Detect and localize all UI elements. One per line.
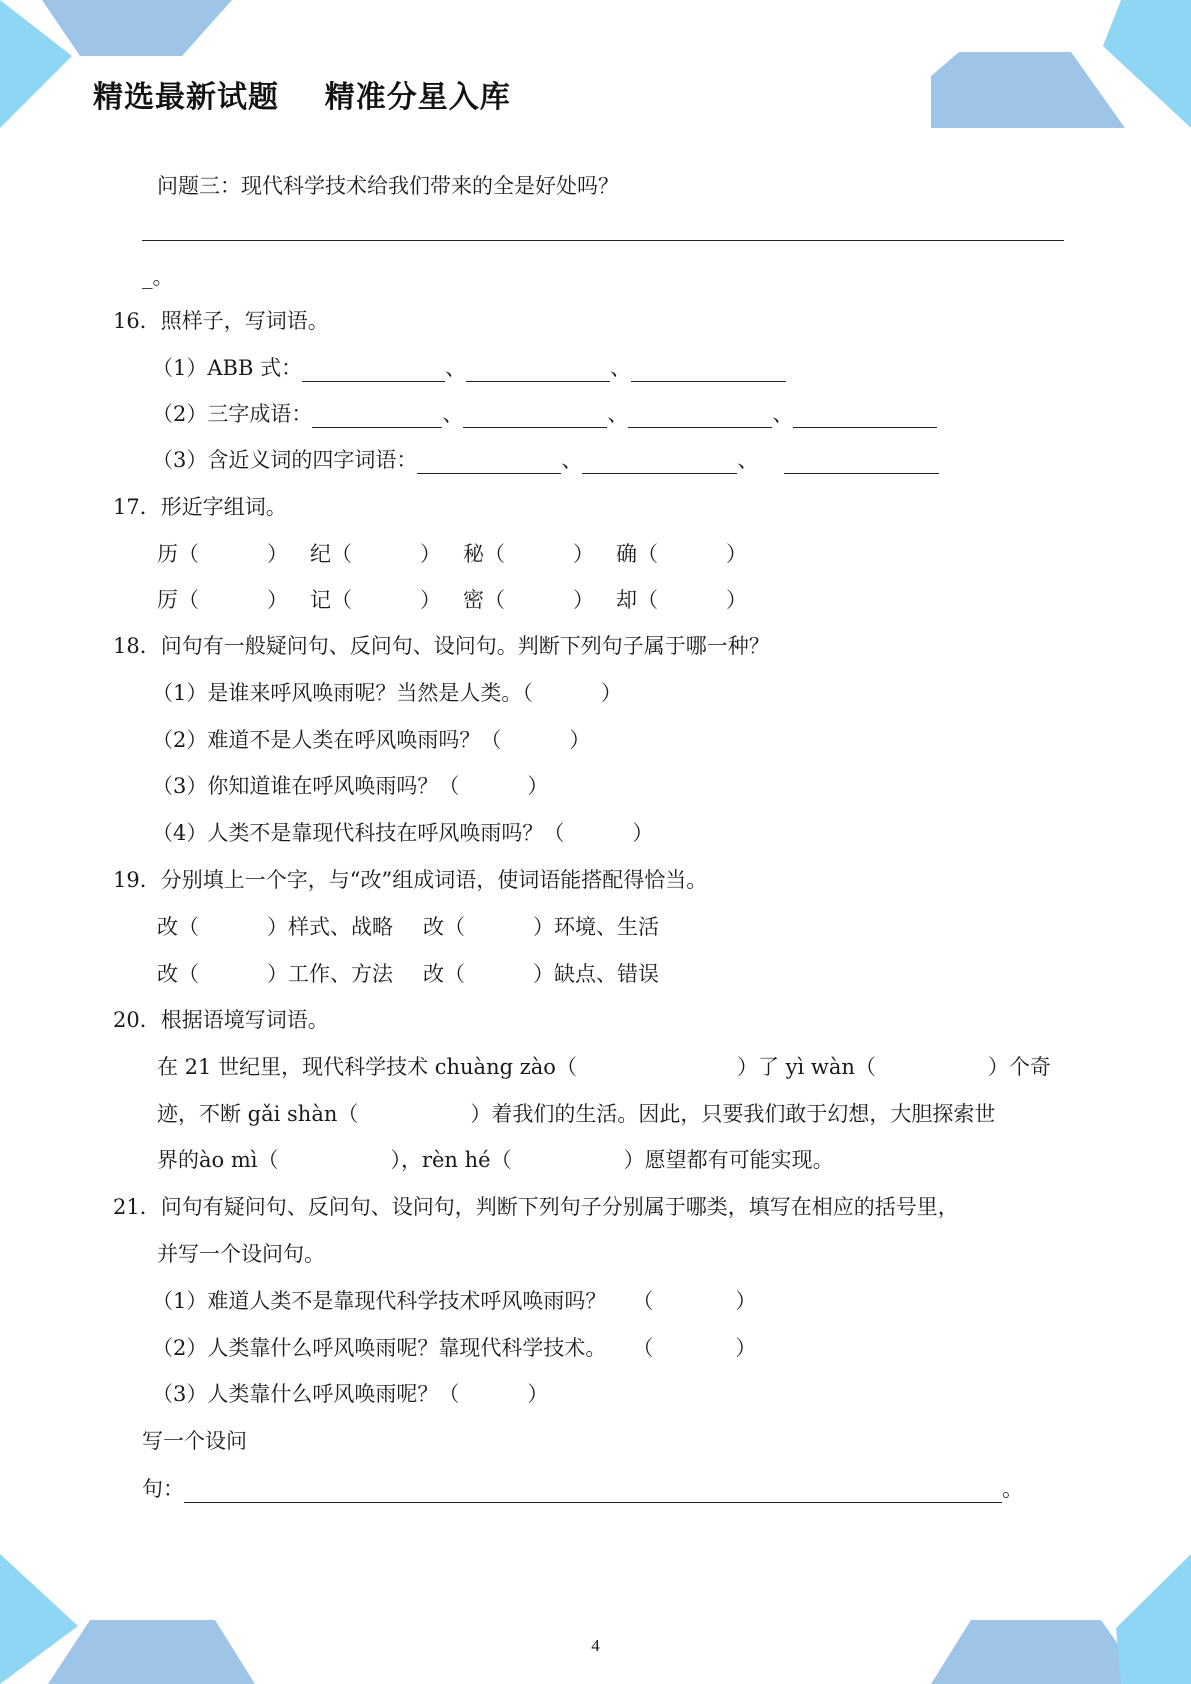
collocation-text: ）工作、方法 [267, 962, 393, 986]
bracket-close: ） [569, 728, 591, 752]
bottom-left-decoration [0, 1544, 260, 1684]
passage-text: 迹，不断 gǎi shàn（ [157, 1102, 359, 1126]
passage-text: ）个奇 [987, 1055, 1051, 1079]
bracket-close: ） [267, 542, 288, 566]
q19-row1 [157, 913, 659, 941]
bottom-right-decoration [931, 1544, 1191, 1684]
q17-title: 17．形近字组词。 [113, 495, 287, 519]
q18-s4 [152, 819, 653, 847]
answer-blank[interactable] [463, 405, 607, 428]
q16-part2 [152, 400, 937, 428]
answer-blank[interactable] [784, 451, 939, 474]
q18-s3 [152, 772, 548, 800]
char-word-item: 纪（ [310, 542, 352, 566]
separator: 、 [610, 356, 632, 380]
char-word-item: 密（ [463, 588, 505, 612]
q18-title: 18．问句有一般疑问句、反问句、设问句。判断下列句子属于哪一种？ [113, 634, 770, 658]
bracket-close: ） [573, 588, 594, 612]
gai-prefix: 改（ [157, 915, 199, 939]
sentence-text: （1）是谁来呼风唤雨呢？当然是人类。（ [152, 681, 533, 705]
bracket-close: ） [267, 588, 288, 612]
char-word-item: 历（ [157, 542, 199, 566]
separator: 、 [607, 402, 629, 426]
q18-s2 [152, 726, 590, 754]
q16-part1 [152, 354, 786, 382]
gai-prefix: 改（ [423, 962, 465, 986]
write-label: 句： [142, 1477, 184, 1501]
bracket-close: ） [735, 1289, 757, 1313]
q17-row1 [157, 540, 747, 568]
passage-text: ）了 yì wàn（ [736, 1055, 876, 1079]
separator: 、 [561, 448, 583, 472]
q20-line2 [157, 1100, 995, 1128]
sentence-text: （2）难道不是人类在呼风唤雨吗？（ [152, 728, 502, 752]
q15-end: _。 [142, 265, 174, 289]
sentence-text: （1）难道人类不是靠现代科学技术呼风唤雨吗？ [152, 1289, 607, 1313]
passage-text: 界的ào mì（ [157, 1148, 279, 1172]
sentence-text: （3）你知道谁在呼风唤雨吗？（ [152, 774, 460, 798]
q16-part3 [152, 446, 939, 474]
answer-blank[interactable] [417, 451, 561, 474]
q16-part3-label: （3）含近义词的四字词语： [152, 448, 418, 472]
bracket-close: ） [527, 1382, 549, 1406]
bracket-close: ） [735, 1336, 757, 1360]
q21-s2 [152, 1334, 756, 1362]
q19-row2 [157, 960, 659, 988]
char-word-item: 秘（ [463, 542, 505, 566]
gai-prefix: 改（ [157, 962, 199, 986]
q21-write-line [142, 1475, 1023, 1503]
answer-blank[interactable] [466, 359, 610, 382]
char-word-item: 记（ [310, 588, 352, 612]
answer-blank[interactable] [628, 405, 772, 428]
answer-blank[interactable] [312, 405, 442, 428]
q16-part1-label: （1）ABB 式： [152, 356, 303, 380]
q21-s3 [152, 1380, 548, 1408]
collocation-text: ）环境、生活 [533, 915, 659, 939]
answer-blank[interactable] [582, 451, 737, 474]
q20-line3 [157, 1146, 834, 1174]
passage-text: ），rèn hé（ [390, 1148, 512, 1172]
gai-prefix: 改（ [423, 915, 465, 939]
q20-line1 [157, 1053, 1051, 1081]
bracket-close: ） [573, 542, 594, 566]
separator: 、 [737, 448, 759, 472]
sentence-text: （3）人类靠什么呼风唤雨呢？（ [152, 1382, 460, 1406]
separator: 、 [442, 402, 464, 426]
page-number: 4 [591, 1636, 600, 1655]
answer-blank[interactable] [631, 359, 786, 382]
q21-title-cont: 并写一个设问句。 [157, 1242, 325, 1266]
q17-row2 [157, 586, 747, 614]
q15-item3-text: 问题三：现代科学技术给我们带来的全是好处吗？ [157, 174, 619, 198]
q15-answer-line[interactable] [142, 240, 1064, 241]
q20-title: 20．根据语境写词语。 [113, 1008, 329, 1032]
collocation-text: ）样式、战略 [267, 915, 393, 939]
bracket-close: ） [420, 542, 441, 566]
q19-title: 19．分别填上一个字，与“改”组成词语，使词语能搭配得恰当。 [113, 868, 708, 892]
bracket-close: ） [527, 774, 549, 798]
q16-part2-label: （2）三字成语： [152, 402, 313, 426]
collocation-text: ）缺点、错误 [533, 962, 659, 986]
top-right-decoration [931, 0, 1191, 130]
answer-blank[interactable] [184, 1480, 1002, 1503]
char-word-item: 确（ [616, 542, 658, 566]
bracket-close: ） [600, 681, 622, 705]
separator: 、 [445, 356, 467, 380]
bracket-close: ） [632, 821, 654, 845]
bracket-open: （ [632, 1289, 654, 1313]
q21-write-label: 写一个设问 [142, 1429, 247, 1453]
passage-text: 在 21 世纪里，现代科学技术 chuàng zào（ [157, 1055, 577, 1079]
sentence-text: （4）人类不是靠现代科技在呼风唤雨吗？（ [152, 821, 565, 845]
char-word-item: 却（ [616, 588, 658, 612]
passage-text: ）愿望都有可能实现。 [623, 1148, 834, 1172]
answer-blank[interactable] [302, 359, 445, 382]
char-word-item: 厉（ [157, 588, 199, 612]
passage-text: ）着我们的生活。因此，只要我们敢于幻想，大胆探索世 [470, 1102, 996, 1126]
bracket-close: ） [420, 588, 441, 612]
line-end: 。 [1002, 1477, 1023, 1501]
q21-s1 [152, 1287, 756, 1315]
q18-s1 [152, 679, 622, 707]
header-title: 精选最新试题 精准分星入库 [93, 80, 511, 115]
answer-blank[interactable] [793, 405, 937, 428]
separator: 、 [772, 402, 794, 426]
q16-title: 16．照样子，写词语。 [113, 309, 329, 333]
q15-item3 [157, 172, 619, 200]
sentence-text: （2）人类靠什么呼风唤雨呢？靠现代科学技术。 [152, 1336, 607, 1360]
bracket-close: ） [726, 588, 747, 612]
bracket-open: （ [632, 1336, 654, 1360]
bracket-close: ） [726, 542, 747, 566]
q21-title: 21．问句有疑问句、反问句、设问句，判断下列句子分别属于哪类，填写在相应的括号里， [113, 1195, 959, 1219]
